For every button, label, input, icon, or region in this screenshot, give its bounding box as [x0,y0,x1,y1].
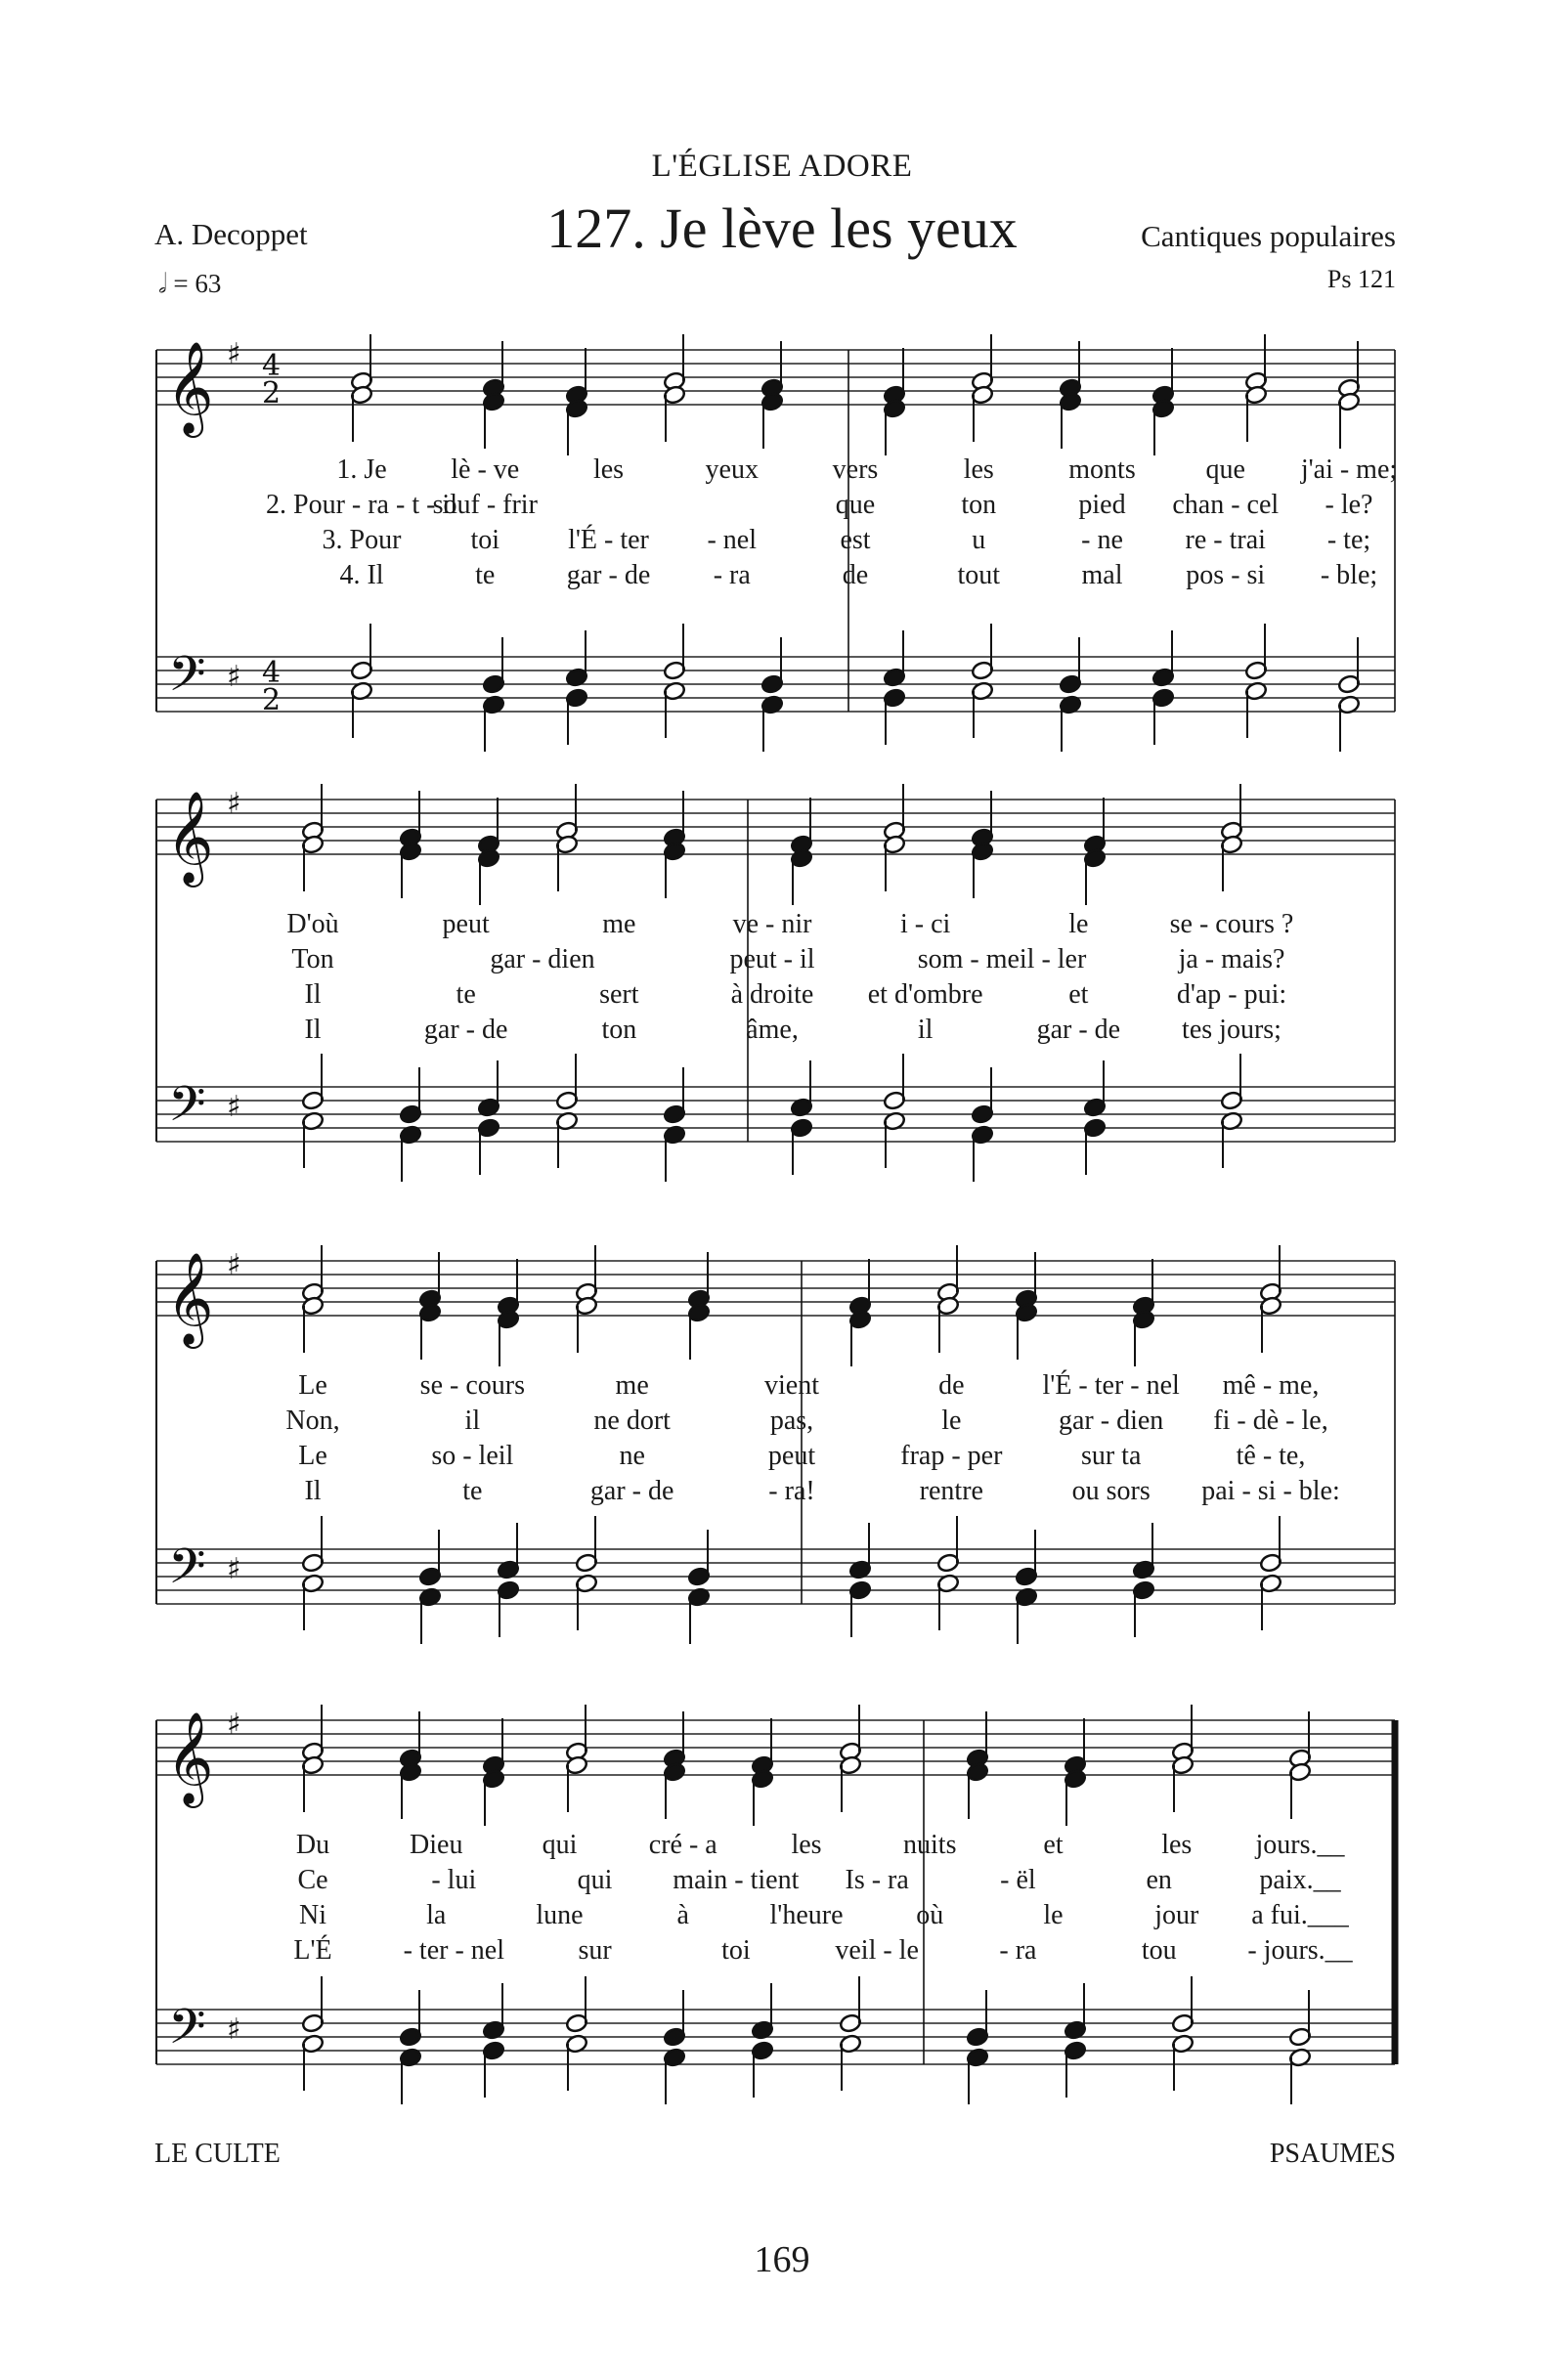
lyric-syllable: - le? [1325,490,1373,520]
lyric-syllable: et [1068,979,1089,1010]
lyric-syllable: tes jours; [1182,1015,1282,1045]
lyric-syllable: - ël [1000,1865,1036,1895]
time-signature-top: 4 [262,349,282,383]
lyric-syllable: qui [577,1865,613,1895]
lyric-syllable: ou sors [1071,1476,1151,1506]
treble-clef-icon: 𝄞 [166,1711,214,1804]
psalm-reference: Ps 121 [1326,265,1396,293]
lyric-syllable: ja - mais? [1178,944,1285,974]
lyric-syllable: toi [470,525,500,555]
lyric-syllable: ne dort [593,1406,671,1436]
lyric-syllable: gar - de [1036,1015,1121,1045]
lyric-syllable: me [615,1370,649,1401]
lyric-syllable: les [791,1830,822,1860]
lyric-syllable: Du [295,1830,330,1860]
lyric-syllable: la [426,1900,447,1930]
lyric-syllable: te [475,560,496,590]
lyric-syllable: les [592,454,625,485]
lyric-syllable: jour [1154,1900,1199,1930]
lyric-syllable: 1. Je [336,454,387,485]
lyric-syllable: yeux [705,454,759,485]
lyric-syllable: le [1043,1900,1064,1930]
lyric-syllable: de [938,1370,965,1401]
lyric-syllable: Ce [297,1865,328,1895]
lyric-syllable: est [840,525,871,555]
bass-clef-icon: 𝄢 [168,1999,206,2067]
treble-clef-icon: 𝄞 [166,1252,214,1345]
lyric-syllable: tou [1141,1935,1177,1966]
page-number: 169 [754,2239,810,2280]
lyric-syllable: L'É [293,1935,332,1966]
lyric-syllable: i - ci [900,909,951,939]
lyric-syllable: où [916,1900,944,1930]
lyric-syllable: Le [298,1370,327,1401]
lyric-syllable: - ter - nel [403,1935,504,1966]
lyric-syllable: peut [442,909,490,939]
lyric-syllable: tê - te, [1236,1441,1306,1471]
lyric-syllable: nuits [903,1830,957,1860]
lyric-syllable: Il [304,1476,322,1506]
lyric-syllable: ton [601,1015,637,1045]
lyric-syllable: ne [619,1441,645,1471]
lyric-syllable: ve - nir [732,909,812,939]
source-credit: Cantiques populaires [1141,219,1396,253]
lyric-syllable: - te; [1326,525,1371,555]
time-signature-top: 4 [262,656,282,690]
lyric-syllable: gar - de [589,1476,674,1506]
lyric-syllable: te [462,1476,483,1506]
bass-clef-icon: 𝄢 [168,646,206,714]
lyric-syllable: gar - de [566,560,651,590]
bass-clef-icon: 𝄢 [168,1076,206,1145]
lyric-syllable: mal [1081,560,1123,590]
lyric-syllable: Le [298,1441,327,1471]
lyric-syllable: mê - me, [1222,1370,1320,1401]
lyric-syllable: âme, [746,1015,799,1045]
time-signature-bottom: 2 [262,683,282,717]
footer-right: PSAUMES [1269,2139,1396,2169]
section-heading: L'ÉGLISE ADORE [651,149,913,184]
lyric-syllable: que [1205,454,1245,485]
treble-clef-icon: 𝄞 [166,791,214,884]
treble-staff-4 [156,1720,1395,1775]
lyric-syllable: qui [542,1830,578,1860]
tempo-marking: 𝅗𝅥 = 63 [158,269,222,298]
lyric-syllable: l'É - ter - nel [1042,1370,1180,1401]
lyric-syllable: Ni [299,1900,326,1930]
lyric-syllable: u [972,525,986,555]
lyric-syllable: peut [767,1441,816,1471]
key-signature-sharp: ♯ [227,1090,241,1124]
bass-staff-2 [156,1087,1395,1142]
lyric-syllable: le [941,1406,962,1436]
key-signature-sharp: ♯ [227,1708,241,1742]
lyric-syllable: pied [1078,490,1126,520]
lyric-syllable: D'où [286,909,339,939]
lyric-syllable: - nel [707,525,758,555]
lyric-syllable: que [835,490,876,520]
time-signature-bottom: 2 [262,376,282,411]
lyric-syllable: monts [1068,454,1136,485]
lyric-syllable: re - trai [1185,525,1266,555]
lyric-syllable: te [456,979,476,1010]
lyric-syllable: paix.__ [1259,1865,1341,1895]
lyric-syllable: pai - si - ble: [1201,1476,1340,1506]
lyric-syllable: en [1146,1865,1172,1895]
lyric-syllable: 4. Il [339,560,384,590]
lyric-syllable: Il [304,979,322,1010]
lyric-syllable: gar - de [423,1015,508,1045]
lyric-syllable: pos - si [1186,560,1266,590]
lyric-syllable: Is - ra [845,1865,909,1895]
lyric-syllable: j'ai - me; [1300,454,1398,485]
lyric-syllable: lè - ve [451,454,520,485]
hymn-title: 127. Je lève les yeux [546,196,1018,260]
key-signature-sharp: ♯ [227,660,241,694]
lyric-syllable: d'ap - pui: [1176,979,1287,1010]
lyric-syllable: à [676,1900,689,1930]
lyric-syllable: les [963,454,994,485]
key-signature-sharp: ♯ [227,1248,241,1282]
composer-credit: A. Decoppet [154,217,308,251]
lyric-syllable: vers [832,454,879,485]
lyric-syllable: veil - le [835,1935,919,1966]
lyric-syllable: a fui.___ [1251,1900,1349,1930]
lyric-syllable: tout [957,560,1001,590]
key-signature-sharp: ♯ [227,787,241,821]
key-signature-sharp: ♯ [227,2012,241,2047]
lyric-syllable: il [464,1406,481,1436]
lyric-syllable: le [1068,909,1089,939]
lyric-syllable: - ne [1081,525,1123,555]
footer-left: LE CULTE [154,2139,281,2169]
lyric-syllable: jours.__ [1255,1830,1345,1860]
lyric-syllable: gar - dien [1059,1406,1164,1436]
lyric-syllable: som - meil - ler [917,944,1087,974]
lyric-syllable: fi - dè - le, [1213,1406,1328,1436]
lyric-syllable: à droite [730,979,814,1010]
lyric-syllable: Non, [285,1406,340,1436]
lyric-syllable: l'heure [769,1900,844,1930]
lyric-syllable: peut - il [729,944,815,974]
lyric-syllable: de [842,560,869,590]
lyric-syllable: vient [764,1370,819,1401]
lyric-syllable: rentre [919,1476,983,1506]
key-signature-sharp: ♯ [227,337,241,371]
lyric-syllable: Dieu [410,1830,463,1860]
lyric-syllable: se - cours [419,1370,525,1401]
lyric-syllable: - ra [713,560,751,590]
lyric-syllable: - jours.__ [1247,1935,1353,1966]
bass-clef-icon: 𝄢 [168,1538,206,1607]
lyric-syllable: main - tient [673,1865,800,1895]
lyric-syllable: se - cours ? [1169,909,1294,939]
lyric-syllable: toi [721,1935,751,1966]
lyric-syllable: gar - dien [490,944,595,974]
lyric-syllable: Ton [291,944,334,974]
lyric-syllable: lune [536,1900,584,1930]
lyric-syllable: - ra [999,1935,1037,1966]
treble-clef-icon: 𝄞 [166,341,214,434]
lyric-syllable: les [1161,1830,1193,1860]
lyric-syllable: et [1043,1830,1064,1860]
lyric-syllable: me [602,909,636,939]
lyric-syllable: - lui [431,1865,477,1895]
lyric-syllable: so - leil [431,1441,514,1471]
lyric-syllable: il [917,1015,934,1045]
lyric-syllable: cré - a [648,1830,717,1860]
lyric-syllable: chan - cel [1172,490,1280,520]
bass-staff-3 [156,1549,1395,1604]
lyric-syllable: 3. Pour [322,525,402,555]
treble-staff-2 [156,800,1395,854]
lyric-syllable: sur ta [1080,1441,1142,1471]
lyric-syllable: souf - frir [432,490,538,520]
lyric-syllable: pas, [769,1406,814,1436]
lyric-syllable: frap - per [900,1441,1003,1471]
lyric-syllable: - ble; [1320,560,1378,590]
lyric-syllable: sur [578,1935,612,1966]
lyric-syllable: Il [304,1015,322,1045]
key-signature-sharp: ♯ [227,1552,241,1586]
lyric-syllable: et d'ombre [867,979,983,1010]
lyric-syllable: - ra! [768,1476,815,1506]
bass-staff-4 [156,2010,1395,2064]
lyric-syllable: sert [599,979,639,1010]
lyric-syllable: 2. Pour - ra - t - il [266,490,457,520]
treble-staff-3 [156,1261,1395,1316]
lyric-syllable: ton [961,490,997,520]
lyric-syllable: l'É - ter [568,525,649,555]
